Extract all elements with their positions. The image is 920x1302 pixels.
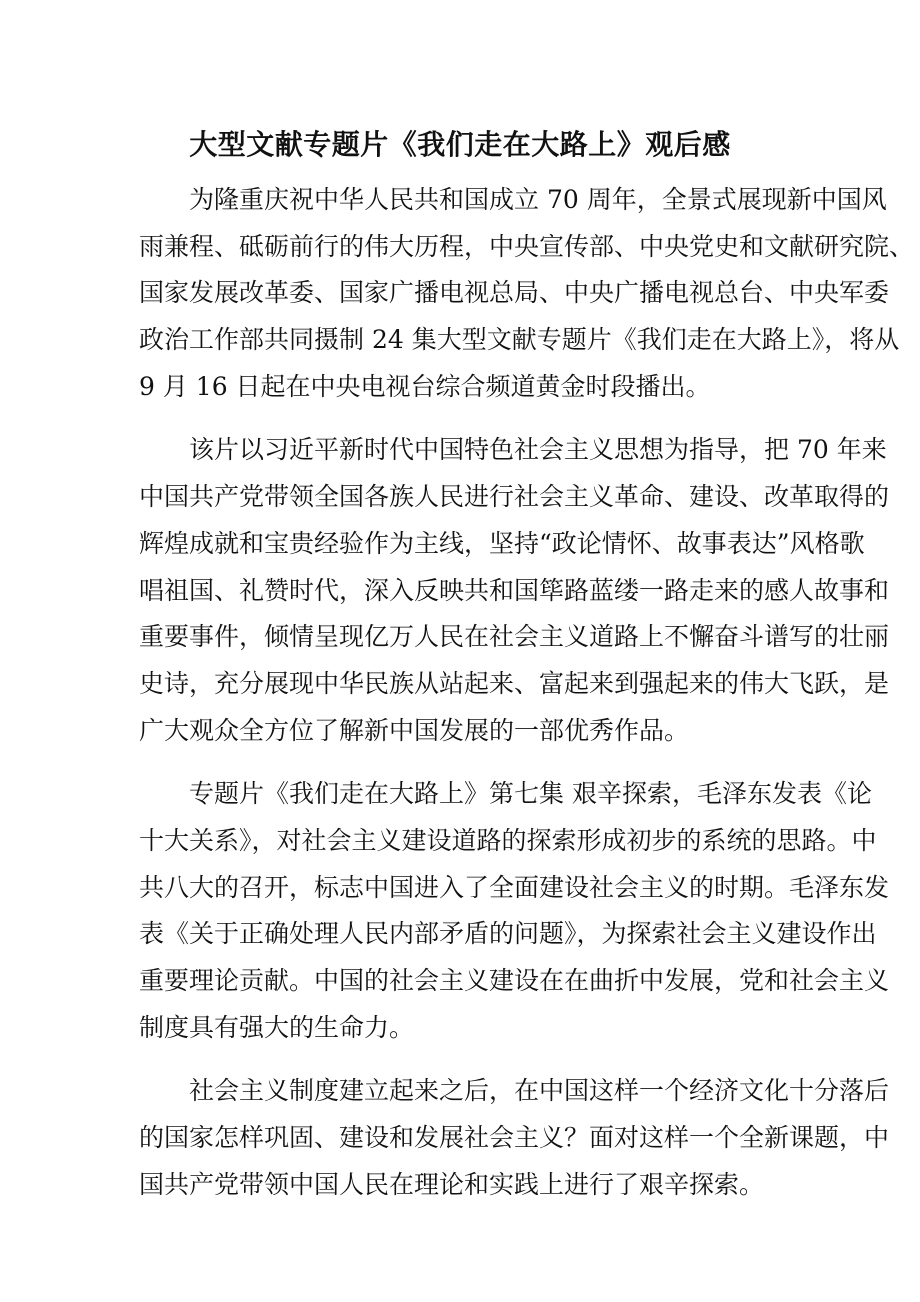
paragraph-line: 十大关系》，对社会主义建设道路的探索形成初步的系统的思路。中 [139,825,877,855]
paragraph-line: 国家发展改革委、国家广播电视总局、中央广播电视总台、中央军委 [139,278,890,308]
paragraph-line: 重要事件，倾情呈现亿万人民在社会主义道路上不懈奋斗谱写的壮丽 [139,622,890,652]
paragraph-line: 辉煌成就和宝贵经验作为主线，坚持“政论情怀、故事表达”风格歌 [139,528,865,558]
paragraph-line: 雨兼程、砥砺前行的伟大历程，中央宣传部、中央党史和文献研究院、 [139,231,915,261]
paragraph-line: 专题片《我们走在大路上》第七集 艰辛探索，毛泽东发表《论 [139,779,872,809]
paragraph-line: 政治工作部共同摄制 24 集大型文献专题片《我们走在大路上》，将从 [139,325,900,355]
paragraph-line: 该片以习近平新时代中国特色社会主义思想为指导，把 70 年来 [139,435,887,465]
paragraph-line: 9 月 16 日起在中央电视台综合频道黄金时段播出。 [139,371,711,401]
paragraph-line: 国共产党带领中国人民在理论和实践上进行了艰辛探索。 [139,1169,765,1199]
paragraph-line: 为隆重庆祝中华人民共和国成立 70 周年，全景式展现新中国风 [139,185,887,214]
paragraph-line: 共八大的召开，标志中国进入了全面建设社会主义的时期。毛泽东发 [139,872,890,902]
paragraph-line: 中国共产党带领全国各族人民进行社会主义革命、建设、改革取得的 [139,482,890,512]
paragraph-line: 的国家怎样巩固、建设和发展社会主义？面对这样一个全新课题，中 [139,1123,890,1153]
paragraph-line: 社会主义制度建立起来之后，在中国这样一个经济文化十分落后 [139,1076,890,1106]
paragraph-line: 史诗，充分展现中华民族从站起来、富起来到强起来的伟大飞跃，是 [139,668,890,698]
paragraph [139,771,890,1051]
paragraph [139,177,915,410]
paragraph [139,427,890,754]
document-title: 大型文献专题片《我们走在大路上》观后感 [189,128,731,161]
paragraph-line: 重要理论贡献。中国的社会主义建设在在曲折中发展，党和社会主义 [139,966,890,995]
paragraph-line: 广大观众全方位了解新中国发展的一部优秀作品。 [139,715,690,745]
document-body [139,177,915,1225]
paragraph [139,1068,890,1208]
paragraph-line: 制度具有强大的生命力。 [139,1012,415,1042]
paragraph-line: 唱祖国、礼赞时代，深入反映共和国筚路蓝缕一路走来的感人故事和 [139,575,890,605]
paragraph-line: 表《关于正确处理人民内部矛盾的问题》，为探索社会主义建设作出 [139,919,877,949]
